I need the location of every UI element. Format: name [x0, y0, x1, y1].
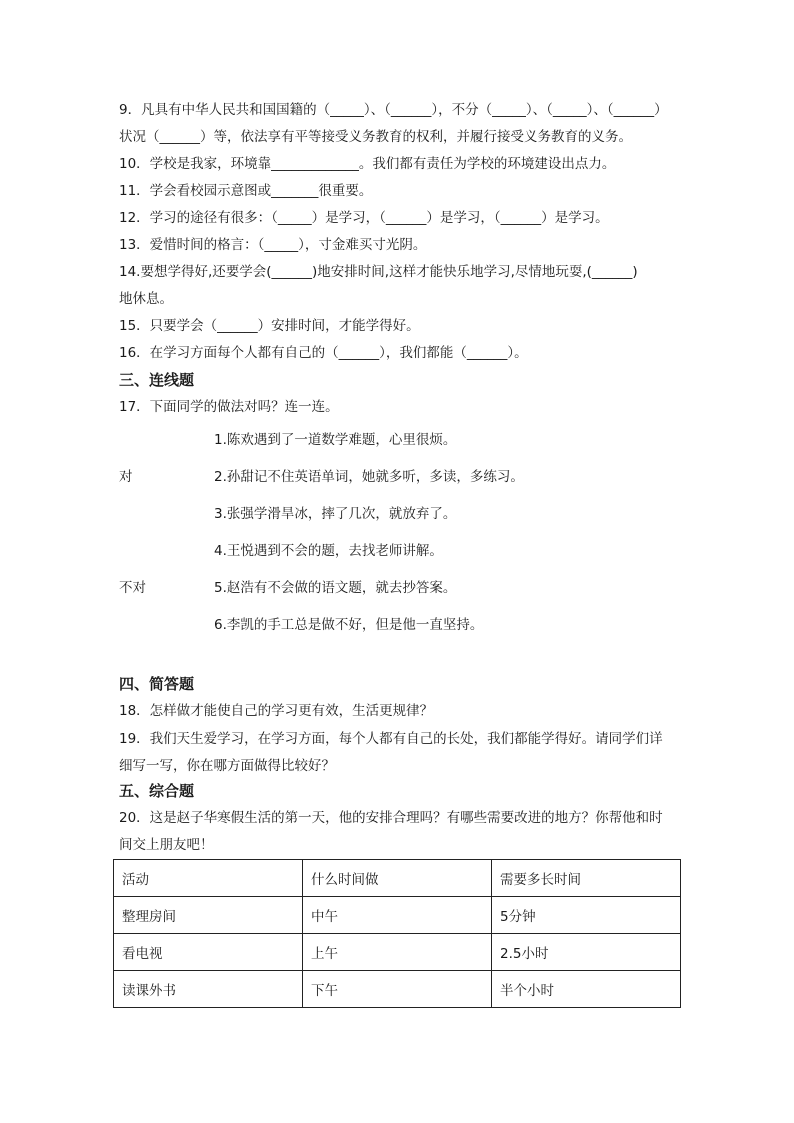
table-cell: 中午 [303, 897, 492, 934]
question-9-line-2: 状况（______）等，依法享有平等接受义务教育的权利，并履行接受义务教育的义务。 [119, 129, 632, 145]
table-cell: 下午 [303, 971, 492, 1008]
table-header-row [114, 860, 681, 897]
question-19-line-1: 19．我们天生爱学习，在学习方面，每个人都有自己的长处，我们都能学得好。请同学们详 [119, 731, 663, 747]
matching-item-5: 5.赵浩有不会做的语文题，就去抄答案。 [214, 580, 457, 596]
matching-item-1: 1.陈欢遇到了一道数学难题，心里很烦。 [214, 432, 457, 448]
question-18: 18．怎样做才能使自己的学习更有效，生活更规律？ [119, 703, 434, 719]
table-row [114, 971, 681, 1008]
question-9-line-1: 9．凡具有中华人民共和国国籍的（_____）、（______），不分（_____）、（_____）、（______） [119, 102, 668, 118]
question-17: 17．下面同学的做法对吗？连一连。 [119, 399, 339, 415]
schedule-table [113, 859, 681, 1008]
table-cell: 看电视 [114, 934, 303, 971]
matching-item-4: 4.王悦遇到不会的题，去找老师讲解。 [214, 543, 443, 559]
question-15: 15．只要学会（______）安排时间，才能学得好。 [119, 318, 420, 334]
question-20-line-2: 间交上朋友吧！ [119, 837, 214, 853]
table-cell: 2.5小时 [492, 934, 681, 971]
table-cell: 上午 [303, 934, 492, 971]
section-3-heading: 三、连线题 [119, 371, 195, 389]
label-incorrect: 不对 [119, 580, 146, 596]
table-cell: 半个小时 [492, 971, 681, 1008]
table-row [114, 934, 681, 971]
section-4-heading: 四、简答题 [119, 675, 195, 693]
question-16: 16．在学习方面每个人都有自己的（______），我们都能（______）。 [119, 345, 528, 361]
table-cell: 5分钟 [492, 897, 681, 934]
table-cell: 读课外书 [114, 971, 303, 1008]
question-12: 12．学习的途径有很多：（_____）是学习，（______）是学习，（______）是学习。 [119, 210, 609, 226]
question-10: 10．学校是我家，环境靠_____________。我们都有责任为学校的环境建设出点力。 [119, 156, 616, 172]
table-header-cell: 活动 [114, 860, 303, 897]
question-14-line-1: 14.要想学得好,还要学会(______)地安排时间,这样才能快乐地学习,尽情地玩耍,(______) [119, 264, 638, 280]
label-correct: 对 [119, 469, 133, 485]
matching-item-6: 6.李凯的手工总是做不好，但是他一直坚持。 [214, 617, 484, 633]
matching-item-2: 2.孙甜记不住英语单词，她就多听，多读，多练习。 [214, 469, 524, 485]
question-20-line-1: 20．这是赵子华寒假生活的第一天，他的安排合理吗？有哪些需要改进的地方？你帮他和时 [119, 810, 663, 826]
table-cell: 整理房间 [114, 897, 303, 934]
question-19-line-2: 细写一写，你在哪方面做得比较好？ [119, 758, 335, 774]
table-header-cell: 需要多长时间 [492, 860, 681, 897]
question-11: 11．学会看校园示意图或_______很重要。 [119, 183, 373, 199]
section-5-heading: 五、综合题 [119, 782, 195, 800]
table-row [114, 897, 681, 934]
table-header-cell: 什么时间做 [303, 860, 492, 897]
question-14-line-2: 地休息。 [119, 291, 173, 307]
question-13: 13．爱惜时间的格言：（_____），寸金难买寸光阴。 [119, 237, 427, 253]
matching-item-3: 3.张强学滑旱冰，摔了几次，就放弃了。 [214, 506, 457, 522]
